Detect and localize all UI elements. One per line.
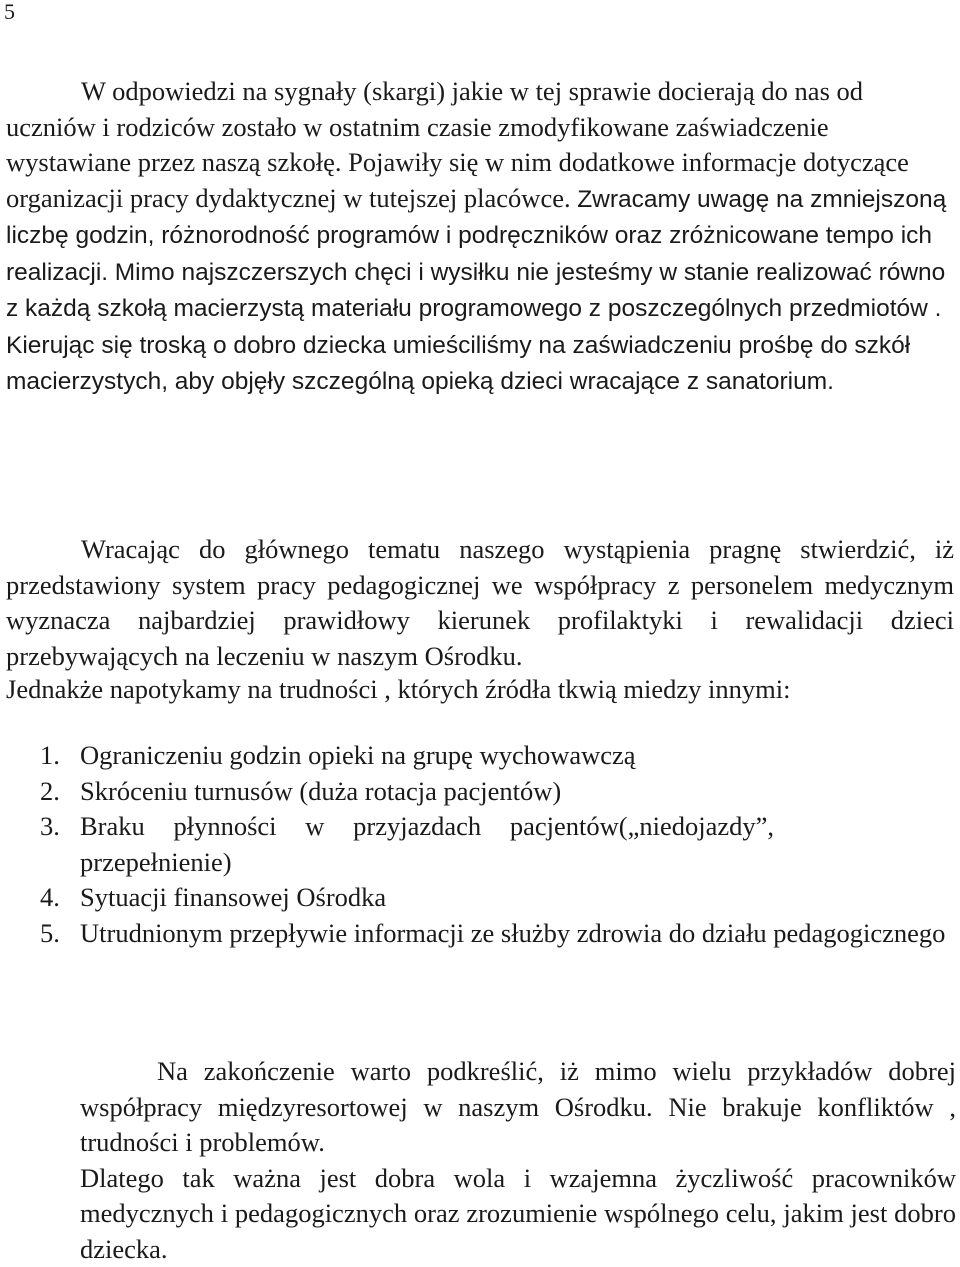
paragraph-certificate-part1: W odpowiedzi na sygnały (skargi) jakie w tej sprawie docierają do nas od uczniów i rodziców zostało w ostatnim czasie zmodyfikowane zaświadczenie wystawiane przez naszą szkołę. Pojawiły się w nim dodatkowe informacje dotyczące organizacji pracy dydaktycznej w tutejszej placówce. — [6, 76, 909, 213]
list-item-number: 1. — [40, 738, 60, 774]
closing-section — [80, 1054, 956, 1267]
list-item — [0, 916, 954, 952]
list-item-text: Braku płynności w przyjazdach pacjentów(„niedojazdy”, przepełnienie) — [80, 809, 954, 880]
list-item-text: Skróceniu turnusów (duża rotacja pacjentów) — [80, 774, 954, 810]
list-item-text: Sytuacji finansowej Ośrodka — [80, 880, 954, 916]
list-item — [0, 774, 954, 810]
paragraph-certificate-changes — [6, 74, 954, 400]
paragraph-difficulties-intro: Jednakże napotykamy na trudności , których źródła tkwią miedzy innymi: — [6, 672, 954, 708]
list-item-number: 5. — [40, 916, 60, 952]
list-item-number: 2. — [40, 774, 60, 810]
paragraph-certificate-part3: Mimo najszczerszych chęci i wysiłku nie jesteśmy w stanie realizować równo z każdą szkołą macierzystą materiału programowego z poszczególnych przedmiotów . Kierując się troską o dobro dziecka umieściliśmy na zaświadczeniu prośbę do szkół macierzystych, aby objęły szczególną opieką dzieci wracające z sanatorium. — [6, 259, 945, 396]
list-item-number: 4. — [40, 880, 60, 916]
difficulties-list — [0, 738, 954, 951]
list-item-text: Ograniczeniu godzin opieki na grupę wychowawczą — [80, 738, 954, 774]
paragraph-main-topic: Wracając do głównego tematu naszego wystąpienia pragnę stwierdzić, iż przedstawiony system pracy pedagogicznej we współpracy z personelem medycznym wyznacza najbardziej prawidłowy kierunek profilaktyki i rewalidacji dzieci przebywających na leczeniu w naszym Ośrodku. — [6, 532, 954, 674]
list-item-number: 3. — [40, 809, 60, 845]
paragraph-certificate-part2: Zwracamy uwagę na zmniejszoną liczbę godzin, różnorodność programów i podręczników oraz zróżnicowane tempo ich realizacji. — [6, 186, 946, 286]
page-number: 5 — [4, 0, 15, 24]
closing-paragraph-2: Dlatego tak ważna jest dobra wola i wzajemna życzliwość pracowników medycznych i pedagogicznych oraz zrozumienie wspólnego celu, jakim jest dobro dziecka. — [80, 1161, 956, 1267]
closing-paragraph-1: Na zakończenie warto podkreślić, iż mimo wielu przykładów dobrej współpracy międzyresortowej w naszym Ośrodku. Nie brakuje konfliktów , trudności i problemów. — [80, 1054, 956, 1161]
list-item-text: Utrudnionym przepływie informacji ze służby zdrowia do działu pedagogicznego — [80, 916, 954, 952]
list-item — [0, 738, 954, 774]
list-item — [0, 880, 954, 916]
list-item — [0, 809, 954, 880]
